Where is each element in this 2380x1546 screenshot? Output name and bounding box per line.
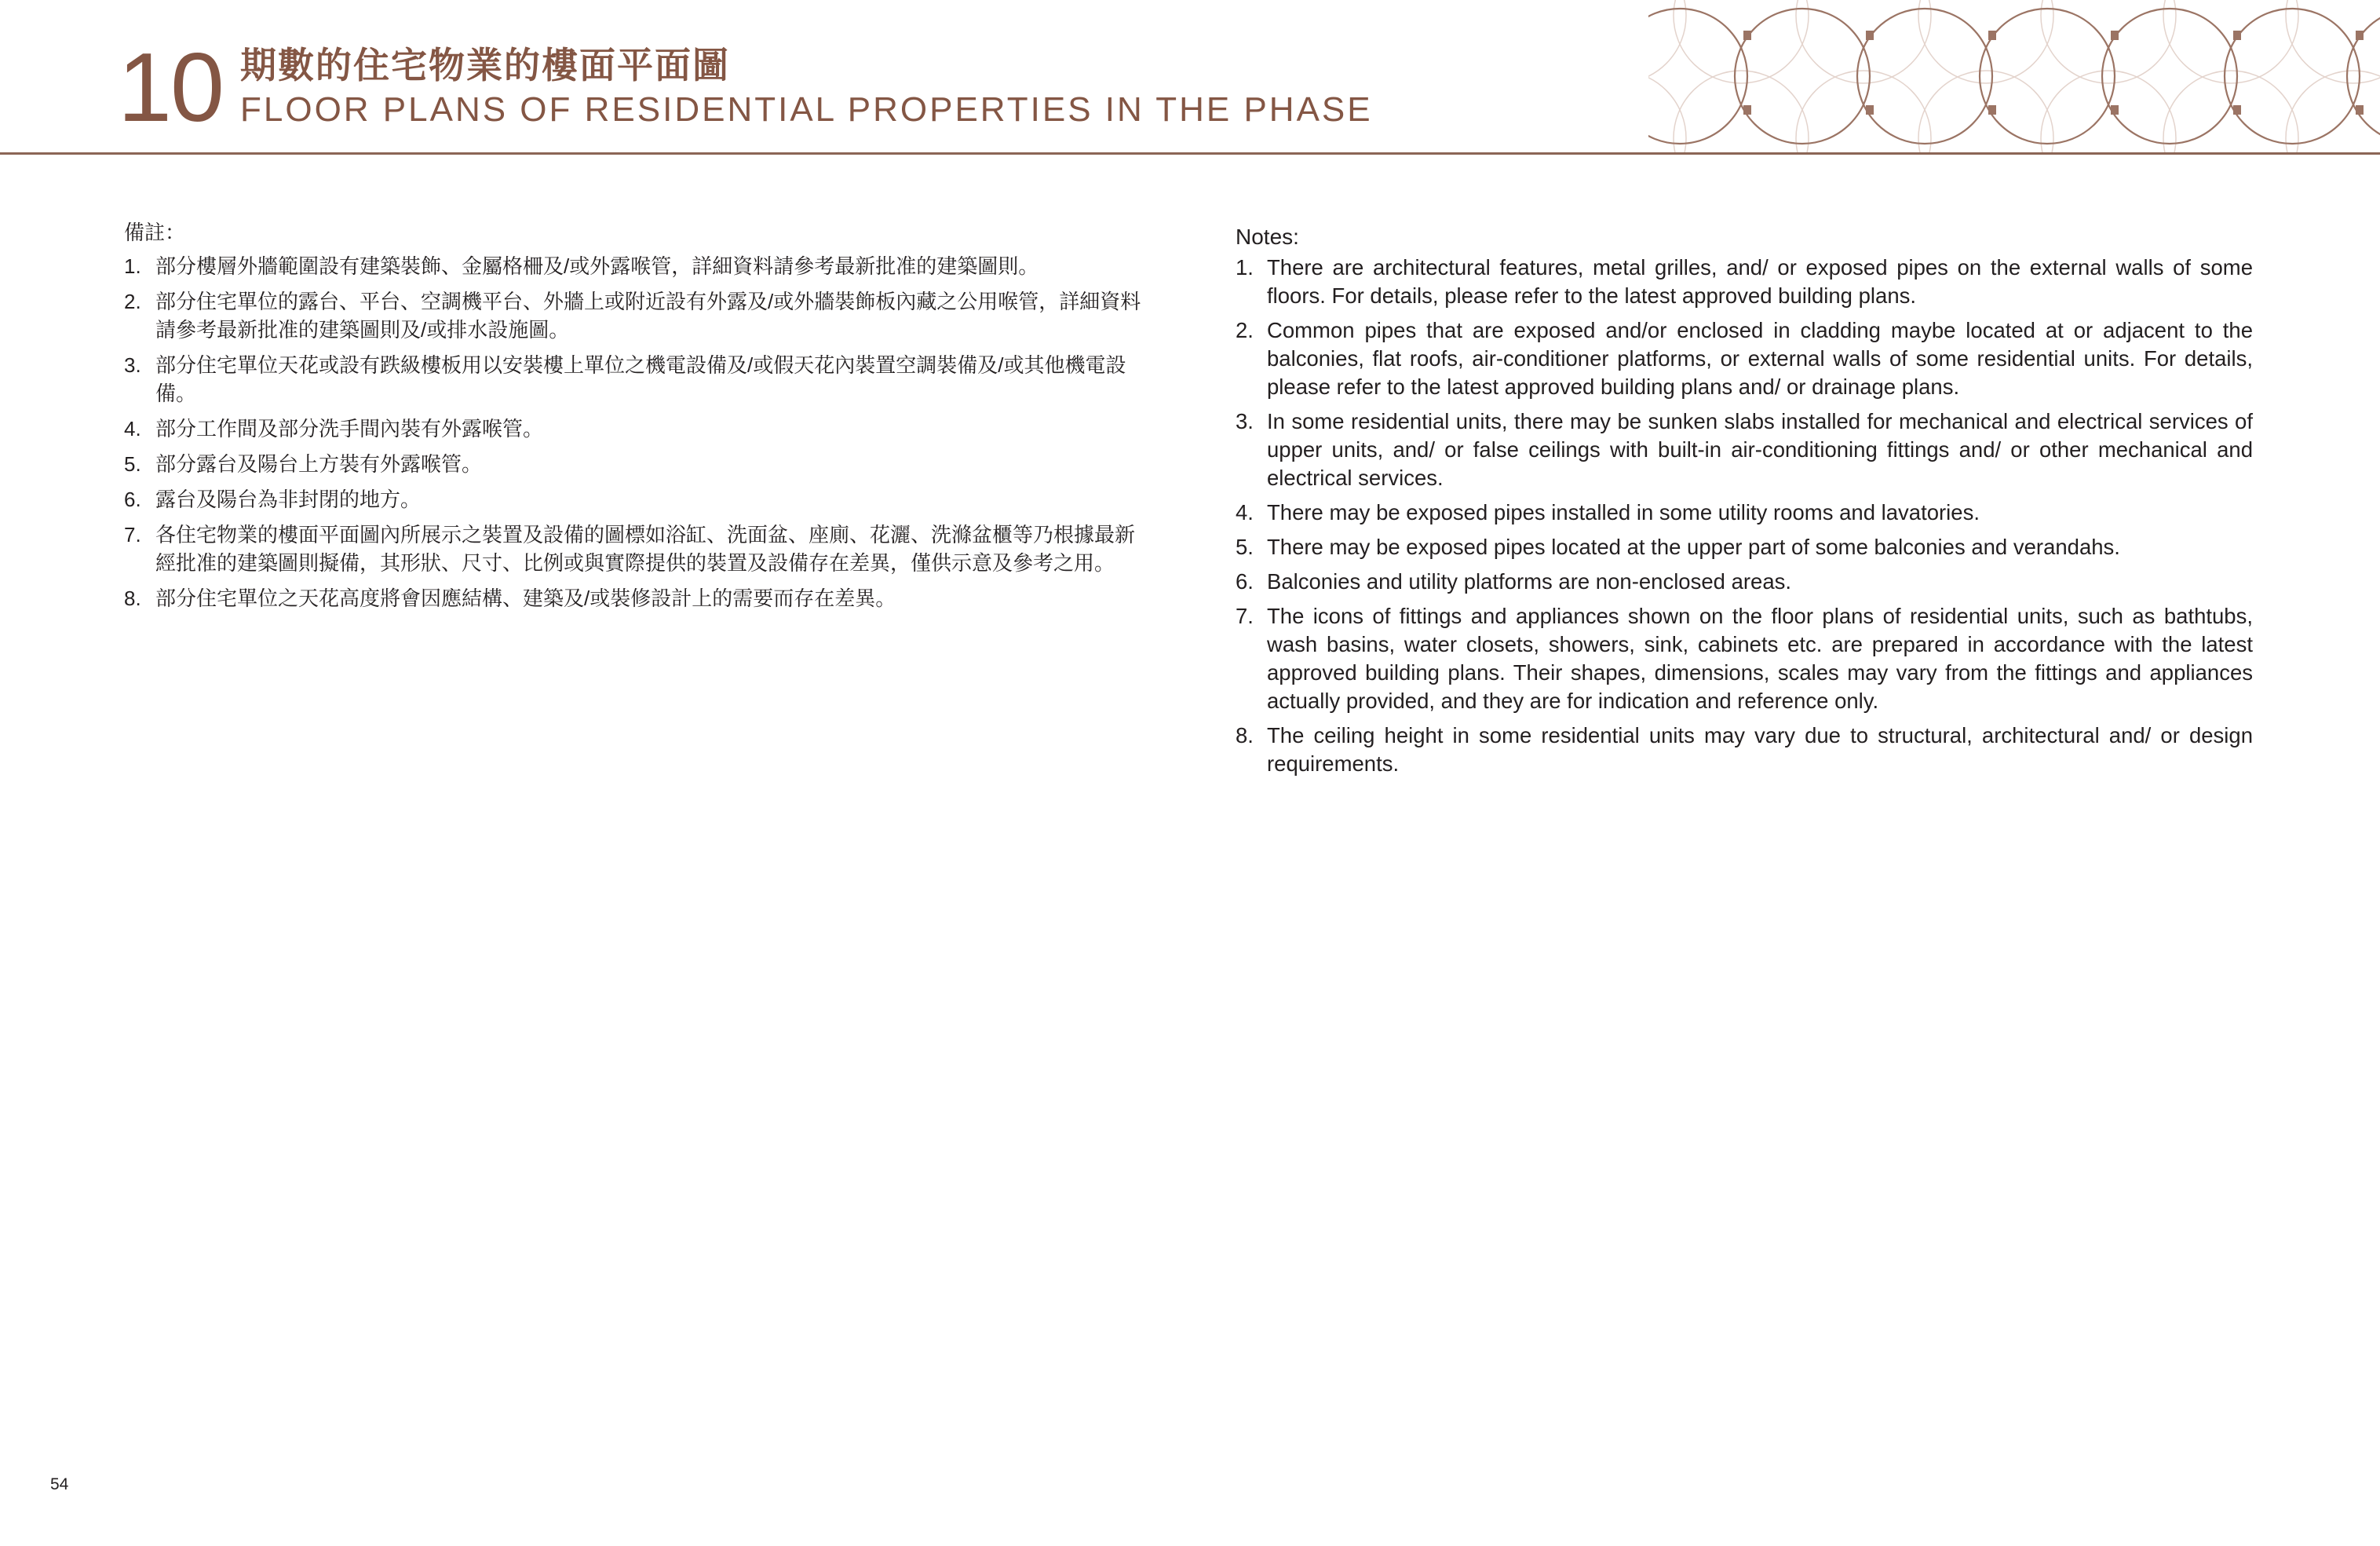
note-number: 2. [124, 290, 141, 313]
note-number: 7. [124, 523, 141, 546]
pattern-clasp [2233, 31, 2241, 40]
pattern-clasp [2356, 105, 2364, 115]
note-number: 2. [1236, 318, 1254, 342]
pattern-clasp [1866, 105, 1874, 115]
note-number: 1. [124, 254, 141, 278]
decorative-ring-pattern [1648, 0, 2380, 152]
pattern-ring [2286, 71, 2380, 152]
pattern-clasp [2111, 105, 2119, 115]
note-item-en [1236, 499, 2253, 527]
note-text: 各住宅物業的樓面平面圖內所展示之裝置及設備的圖標如浴缸、洗面盆、座廁、花灑、洗滌盆櫃等乃根據最新經批准的建築圖則擬備，其形狀、尺寸、比例或與實際提供的裝置及設備存在差異，僅供示意及參考之用。 [155, 523, 1136, 575]
notes-list-en [1236, 254, 2253, 778]
note-text: 露台及陽台為非封閉的地方。 [155, 488, 422, 511]
note-text: The ceiling height in some residential units may vary due to structural, architectural and/ or design requirements. [1267, 723, 2253, 776]
note-text: 部分工作間及部分洗手間內裝有外露喉管。 [155, 417, 544, 440]
pattern-ring [2286, 0, 2380, 83]
note-number: 3. [1236, 409, 1254, 433]
note-text: 部分樓層外牆範圍設有建築裝飾、金屬格柵及/或外露喉管，詳細資料請參考最新批准的建築圖則。 [155, 254, 1039, 278]
note-item-zh [124, 415, 1144, 443]
note-number: 5. [124, 452, 141, 476]
note-number: 8. [1236, 723, 1254, 747]
note-text: There may be exposed pipes located at the upper part of some balconies and verandahs. [1267, 535, 2120, 559]
note-number: 7. [1236, 604, 1254, 628]
section-title-en: FLOOR PLANS OF RESIDENTIAL PROPERTIES IN THE PHASE [240, 90, 1373, 129]
note-item-en [1236, 602, 2253, 715]
header-divider [0, 152, 2380, 155]
note-item-en [1236, 722, 2253, 778]
note-item-zh [124, 252, 1144, 280]
note-text: 部分住宅單位之天花高度將會因應結構、建築及/或裝修設計上的需要而存在差異。 [155, 587, 896, 610]
pattern-ring [1648, 0, 1686, 83]
note-text: 部分住宅單位天花或設有跌級樓板用以安裝樓上單位之機電設備及/或假天花內裝置空調裝備及/或其他機電設備。 [155, 353, 1126, 405]
section-number: 10 [118, 34, 223, 142]
pattern-ring [1648, 71, 1686, 152]
note-text: There may be exposed pipes installed in some utility rooms and lavatories. [1267, 500, 1980, 524]
pattern-ring [1648, 9, 1747, 144]
note-item-en [1236, 568, 2253, 596]
note-number: 1. [1236, 255, 1254, 280]
notes-list-zh [124, 252, 1144, 612]
pattern-ring [1857, 9, 1992, 144]
note-item-zh [124, 521, 1144, 577]
note-item-en [1236, 408, 2253, 492]
pattern-ring [1980, 9, 2115, 144]
page-header [0, 0, 2380, 155]
pattern-clasp [2111, 31, 2119, 40]
note-text: In some residential units, there may be sunken slabs installed for mechanical and electrical services of upper units, and/ or false ceilings with built-in air-conditioning fittings and/ or other mechanical and electrical services. [1267, 409, 2253, 490]
note-item-en [1236, 254, 2253, 310]
notes-english [1236, 212, 2253, 784]
note-item-zh [124, 351, 1144, 408]
note-text: The icons of fittings and appliances shown on the floor plans of residential units, such as bathtubs, wash basins, water closets, showers, sink, cabinets etc. are prepared in accordance with the latest approved building plans. Their shapes, dimensions, scales may vary from the fittings and appliances actually provided, and they are for indication and reference only. [1267, 604, 2253, 713]
note-text: There are architectural features, metal grilles, and/ or exposed pipes on the external walls of some floors. For details, please refer to the latest approved building plans. [1267, 255, 2253, 308]
notes-heading-en: Notes: [1236, 225, 1299, 249]
note-number: 5. [1236, 535, 1254, 559]
pattern-clasp [1988, 31, 1996, 40]
pattern-clasp [2356, 31, 2364, 40]
note-number: 4. [1236, 500, 1254, 524]
note-item-zh [124, 450, 1144, 478]
pattern-ring [2225, 9, 2360, 144]
pattern-clasp [1866, 31, 1874, 40]
note-text: 部分露台及陽台上方裝有外露喉管。 [155, 452, 483, 476]
pattern-ring [1735, 9, 1870, 144]
notes-chinese [124, 212, 1144, 619]
note-item-zh [124, 287, 1144, 344]
pattern-clasp [2233, 105, 2241, 115]
note-number: 4. [124, 417, 141, 440]
note-text: Common pipes that are exposed and/or enclosed in cladding maybe located at or adjacent to the balconies, flat roofs, air-conditioner platforms, or external walls of some residential units. For details, please refer to the latest approved building plans and/ or drainage plans. [1267, 318, 2253, 399]
pattern-ring [2347, 9, 2380, 144]
pattern-clasp [1988, 105, 1996, 115]
note-item-zh [124, 485, 1144, 514]
pattern-clasp [1743, 31, 1751, 40]
notes-heading-zh: 備註： [124, 221, 186, 244]
note-text: Balconies and utility platforms are non-enclosed areas. [1267, 569, 1792, 594]
note-item-zh [124, 584, 1144, 612]
note-item-en [1236, 533, 2253, 561]
note-number: 8. [124, 587, 141, 610]
section-title-zh: 期數的住宅物業的樓面平面圖 [240, 44, 730, 86]
note-text: 部分住宅單位的露台、平台、空調機平台、外牆上或附近設有外露及/或外牆裝飾板內藏之公用喉管，詳細資料請參考最新批准的建築圖則及/或排水設施圖。 [155, 290, 1141, 342]
page-number: 54 [50, 1475, 69, 1493]
note-number: 3. [124, 353, 141, 377]
pattern-ring [2102, 9, 2237, 144]
note-number: 6. [124, 488, 141, 511]
note-item-en [1236, 316, 2253, 401]
note-number: 6. [1236, 569, 1254, 594]
pattern-clasp [1743, 105, 1751, 115]
